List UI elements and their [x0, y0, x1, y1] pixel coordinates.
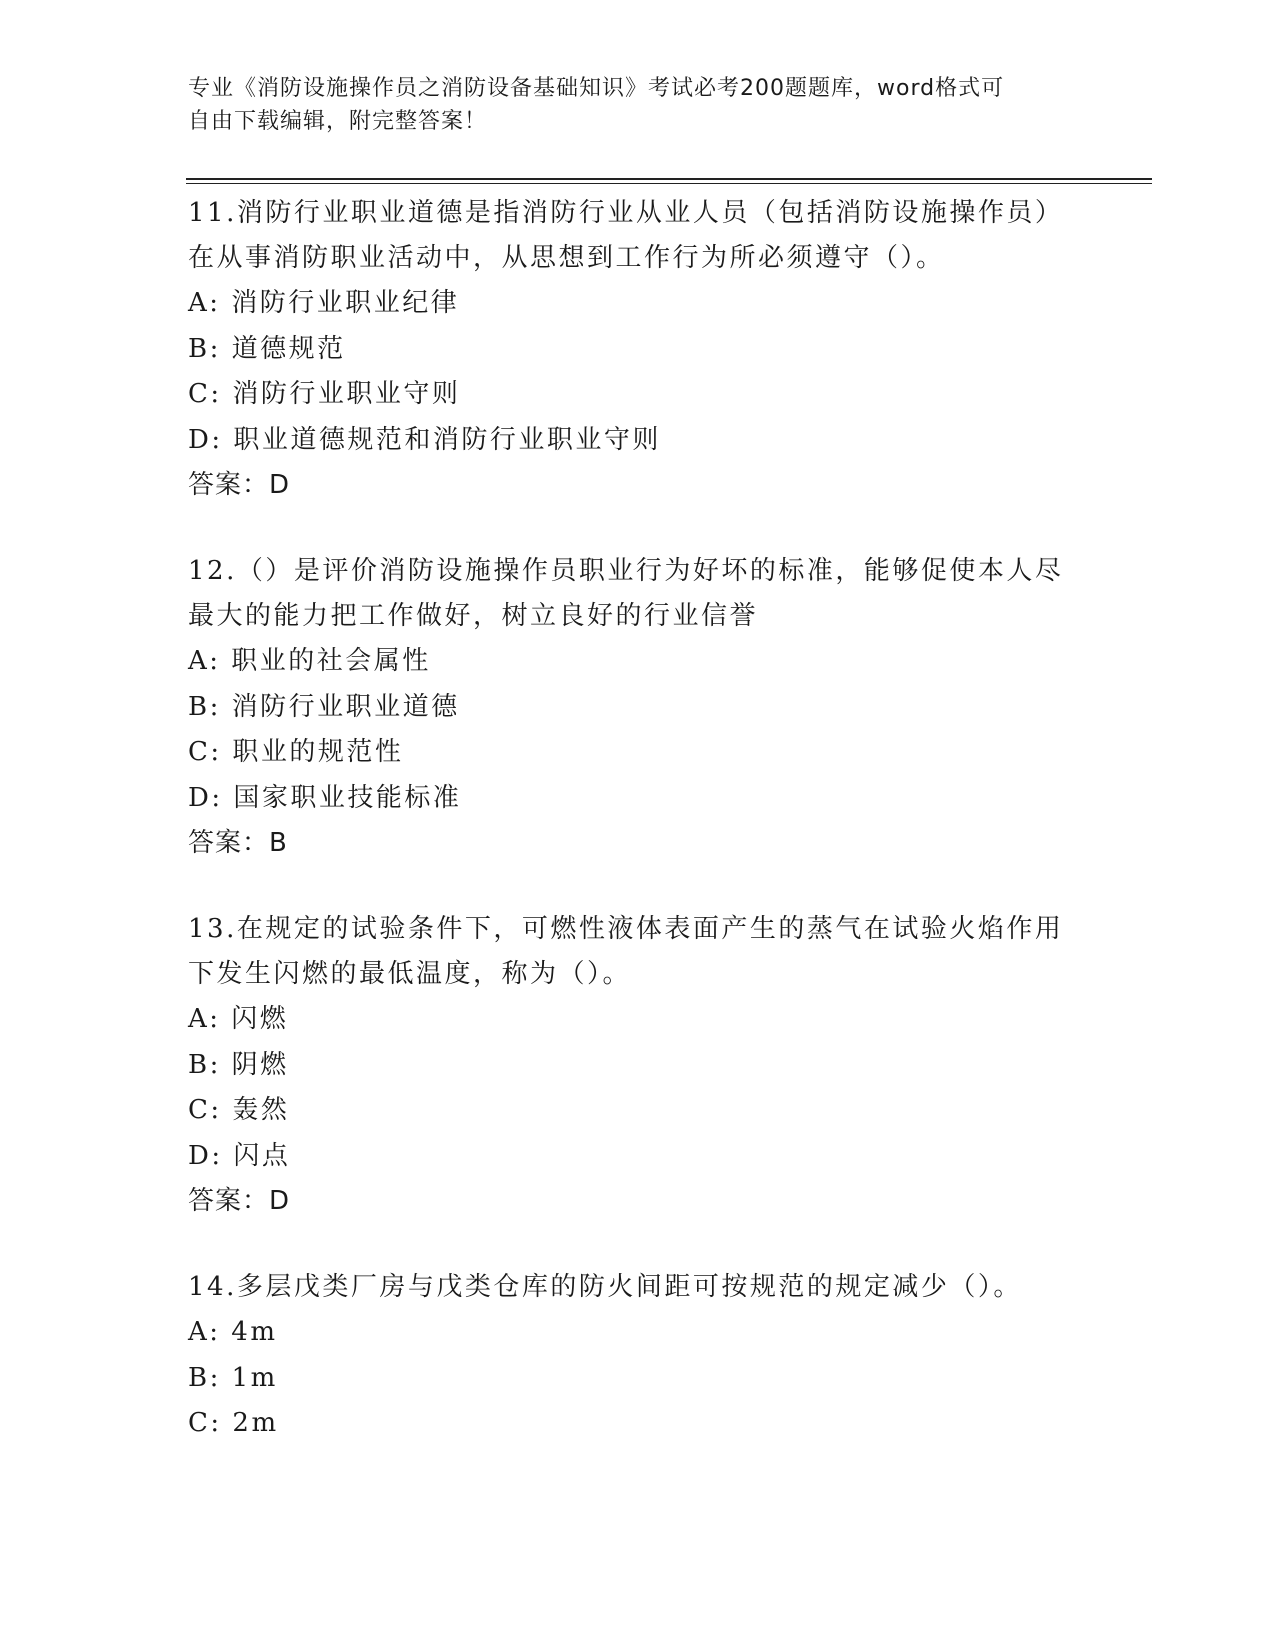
question-list: [188, 191, 1088, 1488]
option-d: D: 闪点: [188, 1140, 291, 1171]
option-a: A: 闪燃: [188, 1004, 289, 1034]
option-c: C: 2m: [188, 1408, 279, 1438]
header-line-1: 专业《消防设施操作员之消防设备基础知识》考试必考200题题库，word格式可: [188, 76, 1005, 101]
question-11: [188, 191, 1088, 508]
option-c: C: 职业的规范性: [188, 737, 404, 767]
question-stem: 13.在规定的试验条件下，可燃性液体表面产生的蒸气在试验火焰作用下发生闪燃的最低温度，称为（）。: [188, 914, 1064, 989]
header-line-2: 自由下载编辑，附完整答案！: [188, 109, 488, 134]
option-b: B: 道德规范: [188, 333, 346, 364]
option-d: D: 国家职业技能标准: [188, 782, 462, 813]
question-stem: 11.消防行业职业道德是指消防行业从业人员（包括消防设施操作员）在从事消防职业活动中，从思想到工作行为所必须遵守（）。: [188, 198, 1064, 273]
answer-line: 答案：D: [188, 1186, 291, 1216]
option-c: C: 轰然: [188, 1095, 290, 1125]
option-c: C: 消防行业职业守则: [188, 379, 461, 409]
option-d: D: 职业道德规范和消防行业职业守则: [188, 424, 661, 455]
option-a: A: 4m: [188, 1317, 278, 1347]
answer-line: 答案：B: [188, 828, 288, 858]
option-b: B: 消防行业职业道德: [188, 691, 460, 722]
option-b: B: 阴燃: [188, 1049, 289, 1080]
option-a: A: 消防行业职业纪律: [188, 288, 460, 318]
question-12: [188, 549, 1088, 866]
option-a: A: 职业的社会属性: [188, 646, 431, 676]
question-stem: 12.（）是评价消防设施操作员职业行为好坏的标准，能够促使本人尽最大的能力把工作做好，树立良好的行业信誉: [188, 556, 1064, 631]
option-b: B: 1m: [188, 1362, 278, 1393]
header-divider: [186, 178, 1152, 184]
question-13: [188, 907, 1088, 1224]
document-header: [188, 72, 1068, 138]
question-stem: 14.多层戊类厂房与戊类仓库的防火间距可按规范的规定减少（）。: [188, 1272, 1022, 1302]
question-14: [188, 1265, 1088, 1447]
answer-line: 答案：D: [188, 470, 291, 500]
